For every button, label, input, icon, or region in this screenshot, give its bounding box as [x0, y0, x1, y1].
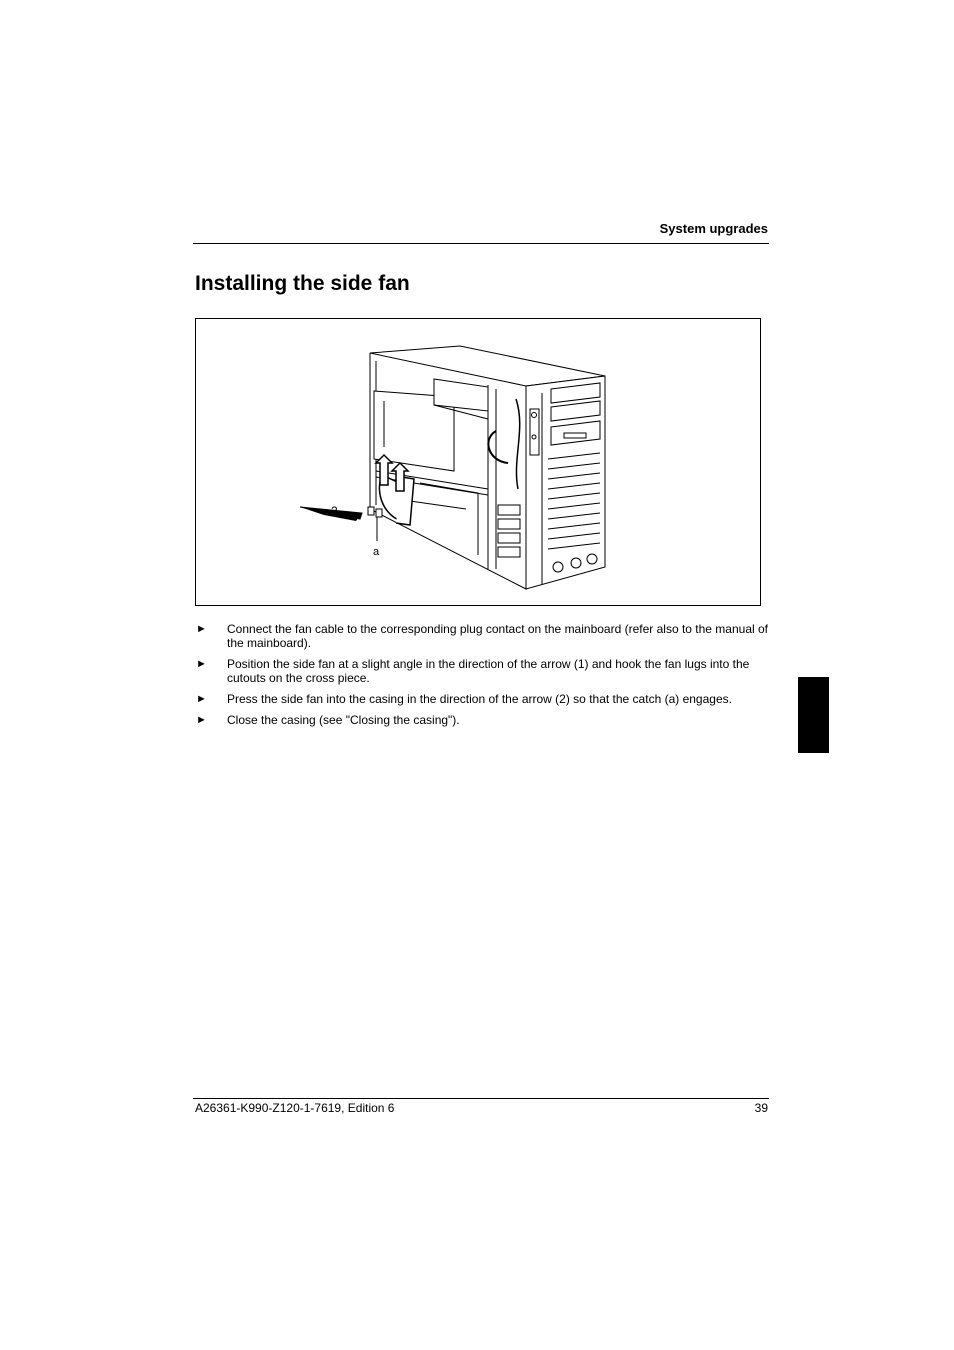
list-item — [196, 657, 772, 685]
step-text: Connect the fan cable to the corresponding plug contact on the mainboard (refer also to the manual of the mainboard). — [227, 622, 769, 650]
figure-box — [195, 318, 761, 606]
step-text: Close the casing (see "Closing the casing"). — [227, 713, 460, 727]
list-item — [196, 692, 772, 706]
header-rule — [193, 243, 769, 244]
page-title: Installing the side fan — [195, 272, 410, 295]
list-item — [196, 713, 772, 727]
bullet-arrow-icon: ► — [196, 693, 207, 705]
bullet-arrow-icon: ► — [196, 658, 207, 670]
list-item — [196, 622, 772, 650]
footer-page-number: 39 — [754, 1101, 768, 1115]
header-section-title: System upgrades — [659, 221, 768, 236]
footer-rule — [193, 1098, 769, 1099]
catch-a-label: a — [373, 546, 380, 558]
step-text: Press the side fan into the casing in the direction of the arrow (2) so that the catch (a) engages. — [227, 692, 732, 706]
bullet-arrow-icon: ► — [196, 714, 207, 726]
instruction-steps — [196, 622, 772, 734]
bullet-arrow-icon: ► — [196, 623, 207, 635]
thumb-tab-marker — [798, 677, 829, 753]
step-text: Position the side fan at a slight angle in the direction of the arrow (1) and hook the fan lugs into the cutouts on the cross piece. — [227, 657, 750, 685]
side-fan-illustration — [196, 319, 762, 607]
arrow-2-label: 2 — [331, 504, 338, 518]
footer-document-id: A26361-K990-Z120-1-7619, Edition 6 — [195, 1101, 395, 1115]
